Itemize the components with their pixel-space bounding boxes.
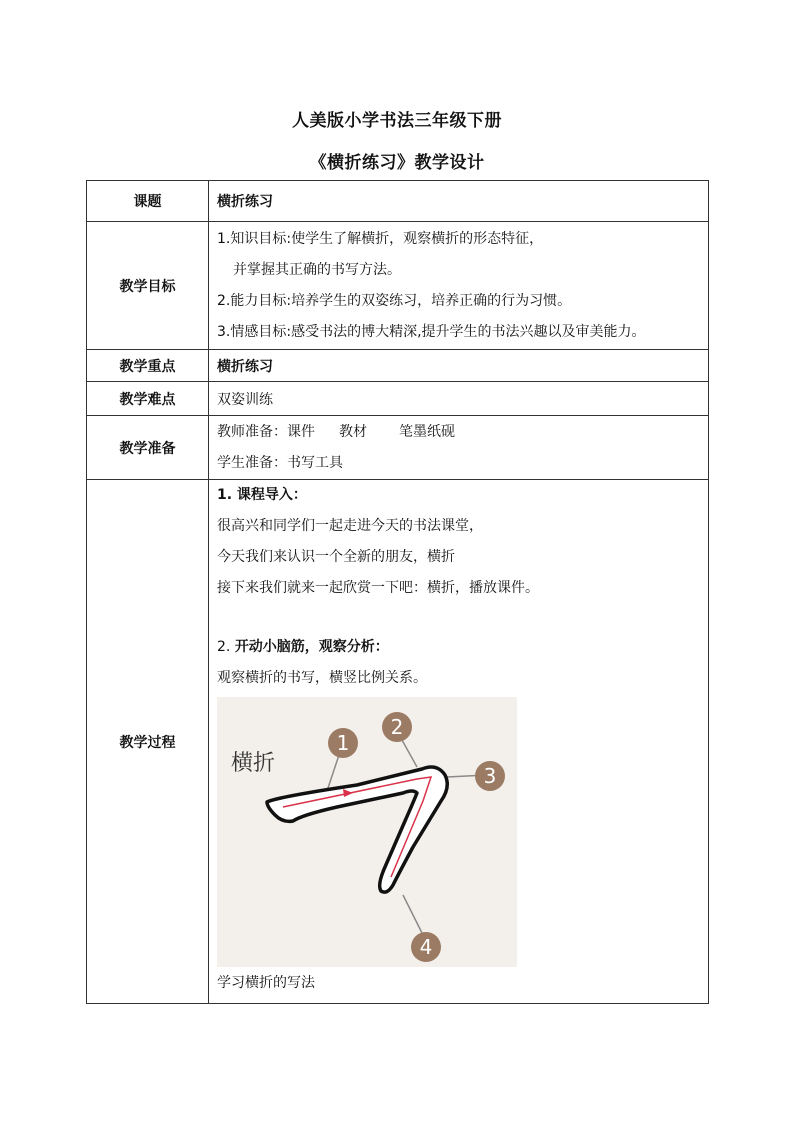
topic-value: 横折练习 <box>209 181 709 222</box>
marker-1 <box>328 728 358 758</box>
document-title: 人美版小学书法三年级下册 <box>292 111 502 131</box>
objectives-label: 教学目标 <box>87 222 209 350</box>
document-subtitle: 《横折练习》教学设计 <box>309 153 485 173</box>
section1-line: 接下来我们就来一起欣赏一下吧：横折，播放课件。 <box>217 580 539 596</box>
stroke-shape <box>267 767 447 892</box>
objective-line: 3.情感目标:感受书法的博大精深,提升学生的书法兴趣以及审美能力。 <box>217 323 646 340</box>
marker-3-label: 3 <box>483 764 497 788</box>
teacher-prep-item: 教材 <box>339 423 367 440</box>
process-value <box>209 480 709 1004</box>
teacher-prep-prefix: 教师准备：课件 <box>217 423 315 440</box>
figure-caption: 学习横折的写法 <box>217 975 315 991</box>
row-key-point <box>87 350 709 382</box>
row-preparation <box>87 416 709 480</box>
objective-line: 并掌握其正确的书写方法。 <box>233 261 401 278</box>
section1-title: 1. 课程导入： <box>217 487 307 503</box>
marker-4-label: 4 <box>419 935 433 959</box>
topic-label: 课题 <box>87 181 209 222</box>
process-label: 教学过程 <box>87 480 209 1004</box>
row-difficulty <box>87 382 709 416</box>
row-topic <box>87 181 709 222</box>
objective-line: 2.能力目标:培养学生的双姿练习，培养正确的行为习惯。 <box>217 292 572 309</box>
preparation-label: 教学准备 <box>87 416 209 480</box>
lesson-plan-table <box>86 180 709 1004</box>
objectives-value <box>209 222 709 350</box>
section2-number: 2. <box>217 639 231 655</box>
row-process <box>87 480 709 1004</box>
section1-line: 今天我们来认识一个全新的朋友，横折 <box>217 549 455 565</box>
marker-2 <box>382 712 412 742</box>
marker-3 <box>475 761 505 791</box>
section2-title <box>217 632 708 663</box>
student-prep-line: 学生准备：书写工具 <box>217 454 343 471</box>
objective-line: 1.知识目标:使学生了解横折，观察横折的形态特征， <box>217 230 544 247</box>
difficulty-value: 双姿训练 <box>209 382 709 416</box>
teacher-prep-item: 笔墨纸砚 <box>399 423 455 440</box>
key-point-value: 横折练习 <box>209 350 709 382</box>
marker-2-label: 2 <box>390 715 404 739</box>
section2-heading: 开动小脑筋，观察分析： <box>234 639 389 655</box>
teacher-prep-line <box>217 417 708 448</box>
row-objectives <box>87 222 709 350</box>
marker-4 <box>411 932 441 962</box>
marker-1-label: 1 <box>336 731 350 755</box>
figure-label: 横折 <box>231 751 276 776</box>
preparation-value <box>209 416 709 480</box>
key-point-label: 教学重点 <box>87 350 209 382</box>
difficulty-label: 教学难点 <box>87 382 209 416</box>
section2-line: 观察横折的书写，横竖比例关系。 <box>217 670 427 686</box>
hengzhe-stroke-figure <box>217 697 517 967</box>
section1-line: 很高兴和同学们一起走进今天的书法课堂， <box>217 518 483 534</box>
